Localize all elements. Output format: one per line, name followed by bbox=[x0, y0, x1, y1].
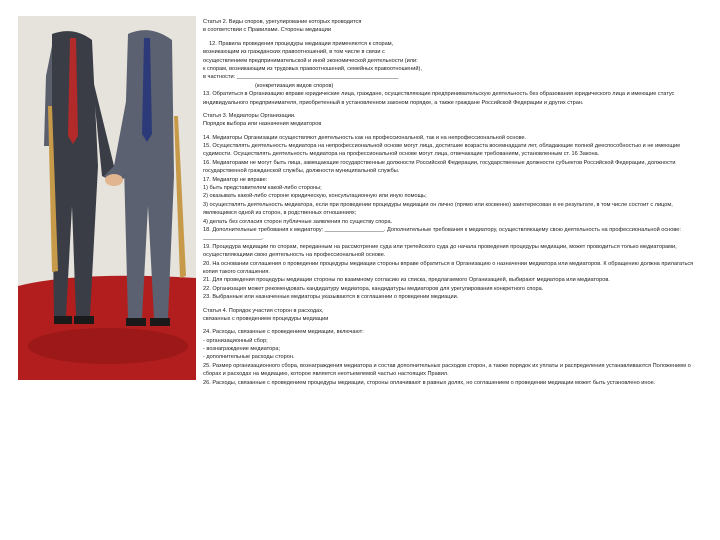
article4-heading: Статья 4. Порядок участия сторон в расходах, bbox=[203, 307, 324, 314]
paragraph-14: 14. Медиаторы Организации осуществляют деятельность как на профессиональной, так и на непрофессиональной основе. bbox=[203, 134, 527, 141]
paragraph-17: 17. Медиатор не вправе: bbox=[203, 176, 268, 183]
article2-heading-2: в соответствии с Правилами. Стороны медиации bbox=[203, 27, 331, 34]
paragraph-12-line1: 12. Правила проведения процедуры медиации применяются к спорам, bbox=[209, 40, 394, 47]
paragraph-15: 15. Осуществлять деятельность медиатора на непрофессиональной основе могут лица, достигшие возраста восемнадцати лет, обладающие полной дееспособностью и не имеющие судимости. Осуществлять деятельность медиатора на профессиональной основе могут лица, отвечающие требованиям, установленным ст. 16 Закона. bbox=[203, 143, 681, 158]
paragraph-12-line2: возникающим из гражданских правоотношений, в том числе в связи с bbox=[203, 49, 385, 56]
article2-heading: Статья 2. Виды споров, урегулирование которых проводится bbox=[203, 19, 362, 25]
paragraph-17-1: 1) быть представителем какой-либо стороны; bbox=[203, 185, 322, 192]
handshake-drawing bbox=[18, 16, 196, 380]
paragraph-17-3: 3) осуществлять деятельность медиатора, если при проведении процедуры медиации он лично (прямо или косвенно) заинтересован в ее результате, в том числе состоит с лицом, являющимся одной из сторон, в родственных отношениях; bbox=[203, 201, 673, 217]
paragraph-17-2: 2) оказывать какой-либо стороне юридическую, консультационную или иную помощь; bbox=[203, 193, 427, 200]
paragraph-12-line4: к спорам, возникающим из трудовых правоотношений, семейных правоотношений), bbox=[203, 65, 422, 72]
paragraph-12-line3: осуществлением предпринимательской и иной экономической деятельности (или: bbox=[203, 57, 418, 64]
paragraph-23: 23. Выбранные или назначенные медиаторы указываются в соглашении о проведении медиации. bbox=[203, 294, 459, 301]
handshake-illustration bbox=[18, 16, 196, 380]
paragraph-19: 19. Процедура медиации по спорам, переданным на рассмотрение суда или третейского суда до начала проведения процедуры медиации, может проводиться только медиаторами, осуществляющими свою деятельность на профессиональной основе. bbox=[203, 243, 677, 259]
paragraph-12-line5: в частности: ____________________________________________________ bbox=[203, 74, 399, 81]
article3-heading-2: Порядок выбора или назначения медиаторов bbox=[203, 121, 322, 128]
paragraph-24-2: - вознаграждение медиатора; bbox=[203, 346, 280, 353]
paragraph-17-4: 4) делать без согласия сторон публичные заявления по существу спора. bbox=[203, 218, 393, 225]
paragraph-24: 24. Расходы, связанные с проведением медиации, включают: bbox=[203, 329, 364, 336]
paragraph-18: 18. Дополнительные требования к медиатору: ___________________. Дополнительные требования к медиатору, осуществляющему свою деятельность на профессиональной основе: ___________________. bbox=[203, 226, 681, 242]
article4-heading-2: связанных с проведением процедуры медиации bbox=[203, 315, 329, 322]
paragraph-25: 25. Размер организационного сбора, вознаграждения медиатора и состав дополнительных расходов сторон, а также порядок их уплаты и распределения устанавливаются Положением о сборах и расходах на медиацию, которое является неотъемлемой частью настоящих Правил. bbox=[203, 362, 691, 378]
paragraph-13: 13. Обратиться в Организацию вправе юридические лица, граждане, осуществляющие предпринимательскую деятельность без образования юридического лица и имеющие статус индивидуального предпринимателя, приобретенный в установленном законом порядке, а также граждане Российской Федерации и других стран. bbox=[203, 91, 675, 106]
article3-heading: Статья 3. Медиаторы Организации. bbox=[203, 112, 296, 119]
paragraph-20: 20. На основании соглашения о проведении процедуры медиации стороны вправе обратиться в Организацию о назначении медиатора или медиаторов. К обращению должна прилагаться копия такого соглашения. bbox=[203, 260, 694, 275]
paragraph-21: 21. Для проведения процедуры медиации стороны по взаимному согласию из списка, предлагаемого Организацией, выбирают медиатора или медиаторов. bbox=[203, 277, 610, 284]
paragraph-22: 22. Организация может рекомендовать кандидатуру медиатора, кандидатуры медиаторов для урегулирования конкретного спора. bbox=[203, 285, 544, 292]
paragraph-26: 26. Расходы, связанные с проведением процедуры медиации, стороны оплачивают в равных долях, но соглашением о проведении медиации может быть установлено иное. bbox=[203, 379, 656, 386]
paragraph-24-3: - дополнительные расходы сторон. bbox=[203, 354, 295, 361]
paragraph-16: 16. Медиаторами не могут быть лица, замещающие государственные должности Российской Федерации, государственные должности субъектов Российской Федерации, должности государственной гражданской службы, должности муниципальной службы. bbox=[203, 159, 676, 175]
paragraph-12-caption: (конкретизация видов споров) bbox=[255, 82, 334, 89]
document-text bbox=[203, 18, 697, 523]
paragraph-24-1: - организационный сбор; bbox=[203, 337, 268, 344]
